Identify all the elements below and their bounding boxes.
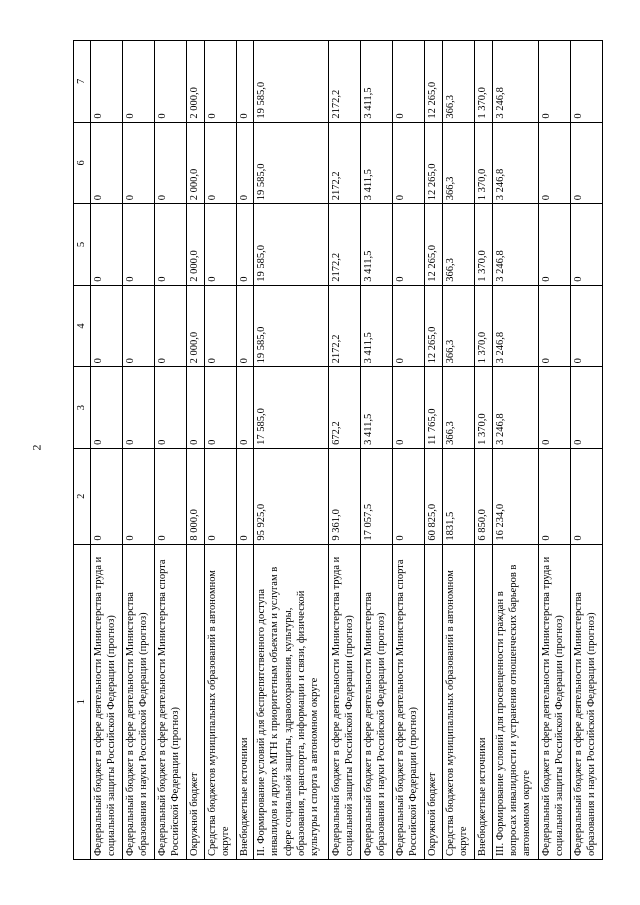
value-cell: 0 [155, 41, 187, 123]
value-cell: 672,2 [329, 367, 361, 449]
value-cell: 366,3 [442, 122, 474, 204]
value-cell: 12 265,0 [425, 41, 443, 123]
value-cell: 3 246,8 [492, 41, 538, 123]
value-cell: 19 585,0 [254, 122, 329, 204]
row-label: Средства бюджетов муниципальных образований в автономном округе [204, 544, 236, 859]
row-label: Внебюджетные источники [236, 544, 254, 859]
value-cell: 0 [123, 367, 155, 449]
value-cell: 2 000,0 [187, 204, 205, 286]
row-label: Федеральный бюджет в сфере деятельности Министерства образования и науки Российской Федерации (прогноз) [123, 544, 155, 859]
value-cell: 0 [204, 285, 236, 367]
value-cell: 8 000,0 [187, 448, 205, 544]
value-cell: 0 [236, 448, 254, 544]
value-cell: 0 [91, 204, 123, 286]
column-header-6: 6 [74, 122, 91, 204]
value-cell: 0 [538, 285, 570, 367]
table-row [570, 41, 602, 860]
value-cell: 0 [204, 367, 236, 449]
value-cell: 3 246,8 [492, 285, 538, 367]
value-cell: 19 585,0 [254, 285, 329, 367]
value-cell: 12 265,0 [425, 122, 443, 204]
value-cell: 0 [236, 204, 254, 286]
value-cell: 3 246,8 [492, 204, 538, 286]
value-cell: 0 [155, 367, 187, 449]
value-cell: 0 [570, 122, 602, 204]
value-cell: 0 [91, 41, 123, 123]
value-cell: 366,3 [442, 41, 474, 123]
value-cell: 0 [393, 122, 425, 204]
value-cell: 1 370,0 [474, 204, 492, 286]
table-row [442, 41, 474, 860]
value-cell: 0 [570, 367, 602, 449]
value-cell: 1 370,0 [474, 122, 492, 204]
table-row [91, 41, 123, 860]
value-cell: 0 [570, 41, 602, 123]
budget-table-body [74, 41, 603, 860]
value-cell: 0 [204, 41, 236, 123]
row-label: Федеральный бюджет в сфере деятельности Министерства труда и социальной защиты Российской Федерации (прогноз) [538, 544, 570, 859]
value-cell: 3 411,5 [361, 367, 393, 449]
value-cell: 0 [204, 122, 236, 204]
row-label: Федеральный бюджет в сфере деятельности Министерства образования и науки Российской Федерации (прогноз) [361, 544, 393, 859]
row-label: Федеральный бюджет в сфере деятельности Министерства спорта Российской Федерации (прогноз) [393, 544, 425, 859]
value-cell: 17 585,0 [254, 367, 329, 449]
value-cell: 3 411,5 [361, 204, 393, 286]
value-cell: 3 411,5 [361, 285, 393, 367]
value-cell: 6 850,0 [474, 448, 492, 544]
header-row [74, 41, 91, 860]
value-cell: 0 [123, 41, 155, 123]
table-row [538, 41, 570, 860]
table-row [492, 41, 538, 860]
value-cell: 0 [236, 367, 254, 449]
value-cell: 0 [91, 367, 123, 449]
value-cell: 3 411,5 [361, 122, 393, 204]
value-cell: 9 361,0 [329, 448, 361, 544]
value-cell: 0 [570, 448, 602, 544]
table-row [425, 41, 443, 860]
column-header-5: 5 [74, 204, 91, 286]
value-cell: 2 000,0 [187, 41, 205, 123]
table-row [361, 41, 393, 860]
table-row [329, 41, 361, 860]
value-cell: 2172,2 [329, 204, 361, 286]
value-cell: 366,3 [442, 204, 474, 286]
column-header-1: 1 [74, 544, 91, 859]
value-cell: 0 [393, 448, 425, 544]
value-cell: 2172,2 [329, 41, 361, 123]
value-cell: 0 [123, 122, 155, 204]
value-cell: 0 [91, 448, 123, 544]
row-label: II. Формирование условий для беспрепятственного доступа инвалидов и других МГН к приоритетным объектам и услугам в сфере социальной защиты, здравоохранения, культуры, образования, транспорта, информации и связи, физической культуры и спорта в автономном округе [254, 544, 329, 859]
row-label: Окружной бюджет [425, 544, 443, 859]
value-cell: 16 234,0 [492, 448, 538, 544]
row-label: Федеральный бюджет в сфере деятельности Министерства труда и социальной защиты Российской Федерации (прогноз) [91, 544, 123, 859]
value-cell: 95 925,0 [254, 448, 329, 544]
value-cell: 0 [570, 285, 602, 367]
value-cell: 0 [123, 204, 155, 286]
value-cell: 0 [393, 285, 425, 367]
value-cell: 0 [204, 204, 236, 286]
table-row [474, 41, 492, 860]
value-cell: 0 [91, 122, 123, 204]
value-cell: 11 765,0 [425, 367, 443, 449]
table-row [204, 41, 236, 860]
row-label: Федеральный бюджет в сфере деятельности Министерства образования и науки Российской Федерации (прогноз) [570, 544, 602, 859]
value-cell: 1 370,0 [474, 41, 492, 123]
value-cell: 12 265,0 [425, 204, 443, 286]
page-number: 2 [29, 444, 44, 451]
value-cell: 0 [570, 204, 602, 286]
value-cell: 0 [236, 285, 254, 367]
row-label: Средства бюджетов муниципальных образований в автономном округе [442, 544, 474, 859]
table-row [155, 41, 187, 860]
value-cell: 60 825,0 [425, 448, 443, 544]
value-cell: 0 [91, 285, 123, 367]
value-cell: 3 411,5 [361, 41, 393, 123]
budget-table [73, 40, 603, 860]
value-cell: 2 000,0 [187, 122, 205, 204]
value-cell: 3 246,8 [492, 122, 538, 204]
value-cell: 0 [123, 448, 155, 544]
table-row [236, 41, 254, 860]
table-row [123, 41, 155, 860]
column-header-3: 3 [74, 367, 91, 449]
value-cell: 2172,2 [329, 285, 361, 367]
value-cell: 2172,2 [329, 122, 361, 204]
value-cell: 0 [155, 448, 187, 544]
value-cell: 17 057,5 [361, 448, 393, 544]
value-cell: 0 [187, 367, 205, 449]
value-cell: 0 [538, 204, 570, 286]
row-label: Федеральный бюджет в сфере деятельности Министерства спорта Российской Федерации (прогноз) [155, 544, 187, 859]
table-row [393, 41, 425, 860]
value-cell: 1831,5 [442, 448, 474, 544]
table-row [254, 41, 329, 860]
value-cell: 0 [538, 41, 570, 123]
value-cell: 2 000,0 [187, 285, 205, 367]
value-cell: 1 370,0 [474, 285, 492, 367]
value-cell: 0 [155, 285, 187, 367]
value-cell: 19 585,0 [254, 204, 329, 286]
value-cell: 3 246,8 [492, 367, 538, 449]
value-cell: 0 [236, 122, 254, 204]
row-label: III. Формирование условий для просвещенности граждан в вопросах инвалидности и устранения отношенческих барьеров в автономном округе [492, 544, 538, 859]
value-cell: 0 [123, 285, 155, 367]
value-cell: 19 585,0 [254, 41, 329, 123]
value-cell: 0 [204, 448, 236, 544]
value-cell: 0 [155, 204, 187, 286]
value-cell: 366,3 [442, 367, 474, 449]
value-cell: 12 265,0 [425, 285, 443, 367]
row-label: Внебюджетные источники [474, 544, 492, 859]
column-header-4: 4 [74, 285, 91, 367]
row-label: Окружной бюджет [187, 544, 205, 859]
value-cell: 0 [236, 41, 254, 123]
column-header-2: 2 [74, 448, 91, 544]
rotated-page [73, 40, 603, 860]
row-label: Федеральный бюджет в сфере деятельности Министерства труда и социальной защиты Российской Федерации (прогноз) [329, 544, 361, 859]
value-cell: 0 [538, 122, 570, 204]
value-cell: 0 [155, 122, 187, 204]
value-cell: 366,3 [442, 285, 474, 367]
value-cell: 0 [393, 204, 425, 286]
value-cell: 0 [538, 367, 570, 449]
value-cell: 0 [538, 448, 570, 544]
column-header-7: 7 [74, 41, 91, 123]
value-cell: 0 [393, 41, 425, 123]
table-row [187, 41, 205, 860]
value-cell: 1 370,0 [474, 367, 492, 449]
value-cell: 0 [393, 367, 425, 449]
